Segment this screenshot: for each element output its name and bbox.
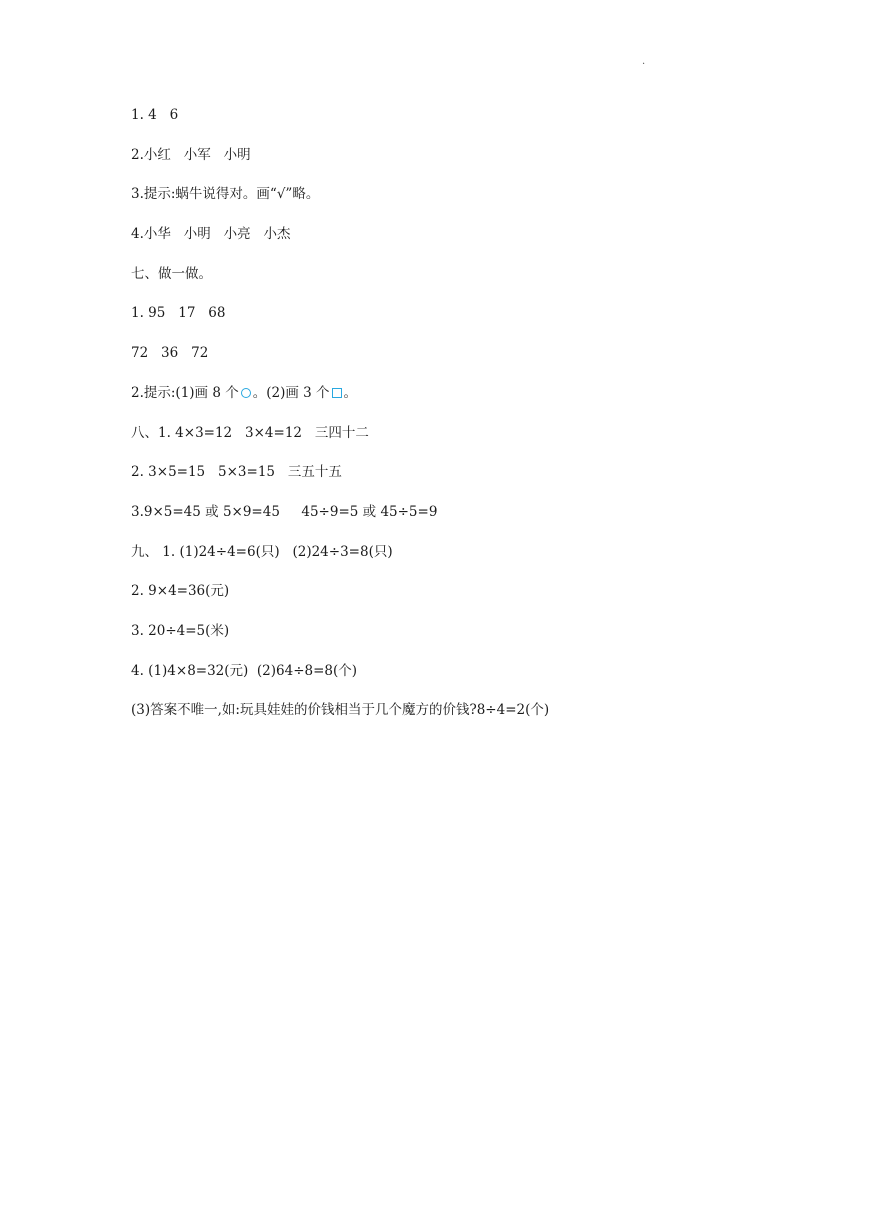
answer-line-14: 3. 20÷4=5(米) [131, 622, 230, 639]
circle-icon [241, 388, 251, 398]
answer-line-8-part2: 。(2)画 3 个 [252, 384, 330, 401]
answer-line-13: 2. 9×4=36(元) [131, 583, 230, 600]
answer-line-8-part3: 。 [343, 384, 358, 401]
page-mark: . [642, 56, 646, 67]
answer-line-7: 72 36 72 [131, 345, 209, 362]
answer-line-4: 4.小华 小明 小亮 小杰 [131, 226, 291, 243]
section-heading-7: 七、做一做。 [131, 265, 212, 282]
answer-content [131, 105, 831, 740]
answer-line-16: (3)答案不唯一,如:玩具娃娃的价钱相当于几个魔方的价钱?8÷4=2(个) [131, 702, 550, 719]
section-heading-9: 九、 1. (1)24÷4=6(只) (2)24÷3=8(只) [131, 543, 393, 560]
answer-line-1: 1. 4 6 [131, 107, 179, 123]
square-icon [332, 388, 342, 398]
answer-line-11: 3.9×5=45 或 5×9=45 45÷9=5 或 45÷5=9 [131, 503, 438, 520]
answer-line-10: 2. 3×5=15 5×3=15 三五十五 [131, 464, 342, 481]
answer-line-8 [131, 383, 831, 423]
section-heading-8: 八、1. 4×3=12 3×4=12 三四十二 [131, 424, 369, 441]
answer-line-15: 4. (1)4×8=32(元) (2)64÷8=8(个) [131, 662, 358, 679]
answer-line-6: 1. 95 17 68 [131, 305, 226, 322]
answer-line-2: 2.小红 小军 小明 [131, 146, 251, 163]
answer-line-3: 3.提示:蜗牛说得对。画“√”略。 [131, 186, 320, 203]
answer-line-8-part1: 2.提示:(1)画 8 个 [131, 384, 239, 401]
